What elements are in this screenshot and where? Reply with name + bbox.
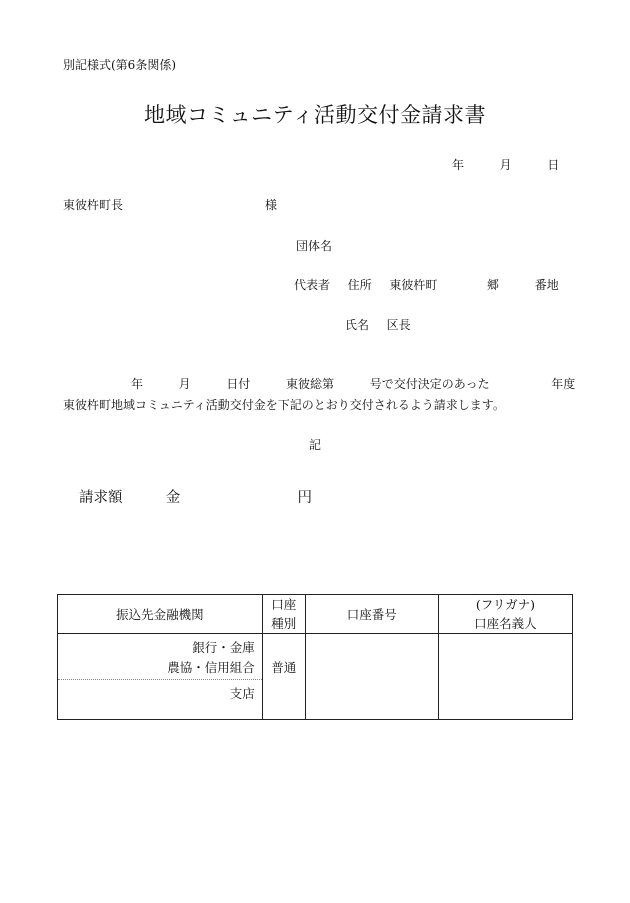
address-label: 住所 [347, 278, 372, 292]
gou-label: 郷 [487, 278, 500, 292]
table-header-row [58, 595, 573, 634]
addressee: 東彼杵町長 [63, 198, 124, 212]
branch-area [58, 680, 262, 719]
header-account-number: 口座番号 [305, 595, 438, 634]
page-title: 地域コミュニティ活動交付金請求書 [144, 103, 486, 127]
representative-label: 代表者 [294, 278, 331, 292]
body-day: 日付 [226, 377, 251, 391]
amount-yen: 円 [297, 490, 312, 506]
bank-cell [58, 634, 263, 720]
amount-line [79, 486, 312, 507]
transfer-account-table [57, 594, 573, 720]
body-month: 月 [178, 377, 191, 391]
branch-label: 支店 [229, 686, 255, 701]
header-furigana: (フリガナ) [475, 597, 535, 612]
date-day: 日 [547, 158, 560, 172]
body-line-1 [131, 375, 575, 392]
bank-type-line2: 農協・信用組合 [167, 660, 255, 675]
body-ref: 東彼総第 [286, 377, 335, 391]
body-decision: 号で交付決定のあった [369, 377, 490, 391]
banchi-label: 番地 [534, 278, 559, 292]
date-month: 月 [499, 158, 512, 172]
header-holder [438, 595, 572, 634]
account-holder-cell [438, 634, 572, 720]
body-line-2: 東彼杵町地域コミュニティ活動交付金を下記のとおり交付されるよう請求します。 [63, 398, 505, 412]
group-name-label: 団体名 [296, 239, 333, 253]
honorific: 様 [265, 198, 278, 212]
date-line [452, 156, 559, 173]
town-name: 東彼杵町 [389, 278, 438, 292]
header-holder-name: 口座名義人 [474, 616, 537, 631]
table-row [58, 634, 573, 720]
header-bank: 振込先金融機関 [58, 595, 263, 634]
ward-head-label: 区長 [386, 318, 411, 332]
account-number-cell [305, 634, 438, 720]
representative-address-line [294, 276, 559, 293]
body-fiscal-year: 年度 [551, 377, 576, 391]
amount-kin: 金 [165, 490, 181, 506]
representative-name-line [345, 316, 411, 333]
name-label: 氏名 [345, 318, 370, 332]
body-year: 年 [131, 377, 144, 391]
amount-label: 請求額 [79, 490, 123, 506]
form-label: 別記様式(第6条関係) [63, 58, 176, 72]
header-account-type-line2: 種別 [271, 616, 297, 631]
account-type-cell: 普通 [262, 634, 305, 720]
bank-name-area [58, 634, 262, 680]
date-year: 年 [452, 158, 465, 172]
ki-label: 記 [309, 438, 322, 452]
header-account-type-line1: 口座 [271, 597, 297, 612]
header-account-type [262, 595, 305, 634]
bank-type-line1: 銀行・金庫 [192, 640, 255, 655]
